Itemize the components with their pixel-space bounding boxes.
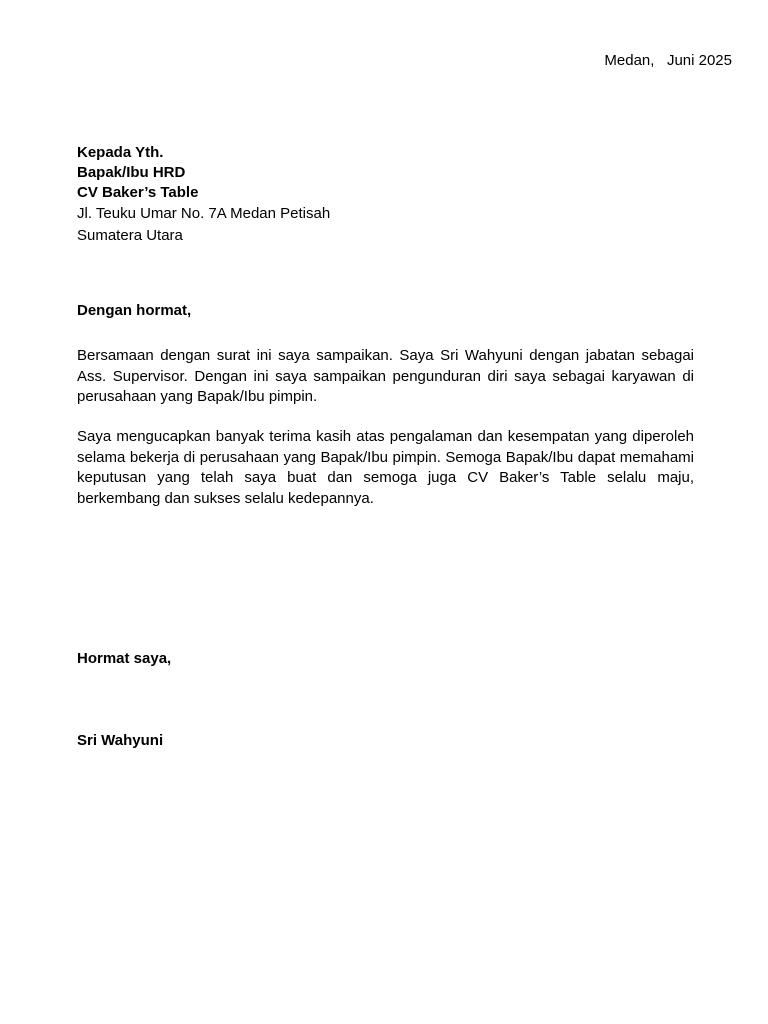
recipient-address-region: Sumatera Utara: [77, 227, 183, 244]
letter-closing: Hormat saya,: [77, 650, 172, 667]
recipient-department: Bapak/Ibu HRD: [77, 164, 186, 181]
letter-paragraph-1: Bersamaan dengan surat ini saya sampaikan. Saya Sri Wahyuni dengan jabatan sebagai Ass. Supervisor. Dengan ini saya sampaikan pengunduran diri saya sebagai karyawan di perusahaan yang Bapak/Ibu pimpin.: [77, 347, 694, 405]
signer-name: Sri Wahyuni: [77, 732, 164, 749]
letter-date: Medan, Juni 2025: [604, 52, 732, 69]
recipient-address-street: Jl. Teuku Umar No. 7A Medan Petisah: [77, 205, 331, 222]
recipient-block: [77, 143, 697, 247]
recipient-company: CV Baker’s Table: [77, 184, 199, 201]
letter-paragraph-2: Saya mengucapkan banyak terima kasih atas pengalaman dan kesempatan yang diperoleh selama bekerja di perusahaan yang Bapak/Ibu pimpin. Semoga Bapak/Ibu dapat memahami keputusan yang telah saya buat dan semoga juga CV Baker’s Table selalu maju, berkembang dan sukses selalu kedepannya.: [77, 428, 694, 507]
letter-greeting: Dengan hormat,: [77, 302, 192, 319]
recipient-salutation: Kepada Yth.: [77, 144, 164, 161]
